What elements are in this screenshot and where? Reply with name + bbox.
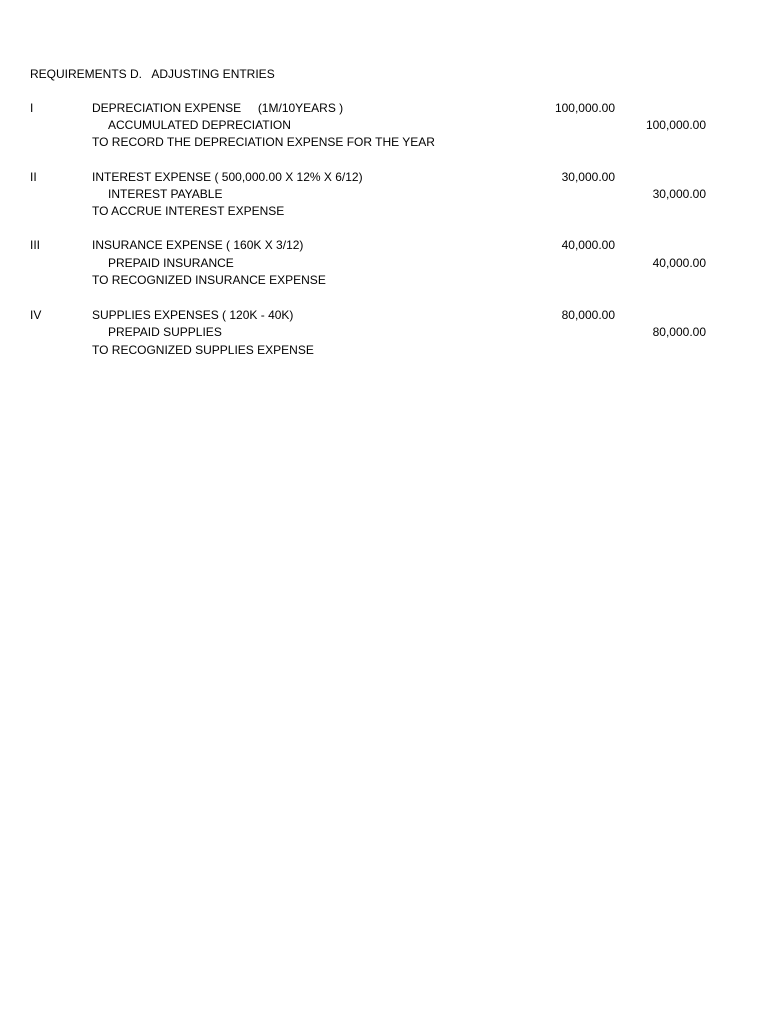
- entry-number: III: [30, 238, 41, 252]
- debit-account: INSURANCE EXPENSE ( 160K X 3/12): [92, 238, 304, 252]
- credit-account: PREPAID INSURANCE: [108, 256, 234, 270]
- credit-amount: 30,000.00: [652, 187, 706, 201]
- entry-explanation: TO RECOGNIZED INSURANCE EXPENSE: [92, 273, 326, 287]
- debit-amount: 100,000.00: [554, 101, 615, 115]
- credit-account: PREPAID SUPPLIES: [108, 325, 222, 339]
- credit-account: INTEREST PAYABLE: [108, 187, 223, 201]
- credit-amount: 80,000.00: [652, 325, 706, 339]
- credit-amount: 40,000.00: [652, 256, 706, 270]
- debit-account: INTEREST EXPENSE ( 500,000.00 X 12% X 6/12): [92, 170, 363, 184]
- entry-explanation: TO RECOGNIZED SUPPLIES EXPENSE: [92, 343, 314, 357]
- entry-number: II: [30, 170, 37, 184]
- entry-number: IV: [30, 308, 42, 322]
- debit-amount: 30,000.00: [561, 170, 615, 184]
- entry-explanation: TO ACCRUE INTEREST EXPENSE: [92, 204, 285, 218]
- credit-amount: 100,000.00: [645, 118, 706, 132]
- debit-account: SUPPLIES EXPENSES ( 120K - 40K): [92, 308, 294, 322]
- debit-account: DEPRECIATION EXPENSE (1M/10YEARS ): [92, 101, 344, 115]
- page-heading: REQUIREMENTS D. ADJUSTING ENTRIES: [30, 67, 275, 81]
- entry-number: I: [30, 101, 34, 115]
- credit-account: ACCUMULATED DEPRECIATION: [108, 118, 291, 132]
- debit-amount: 80,000.00: [561, 308, 615, 322]
- entry-explanation: TO RECORD THE DEPRECIATION EXPENSE FOR THE YEAR: [92, 135, 435, 149]
- debit-amount: 40,000.00: [561, 238, 615, 252]
